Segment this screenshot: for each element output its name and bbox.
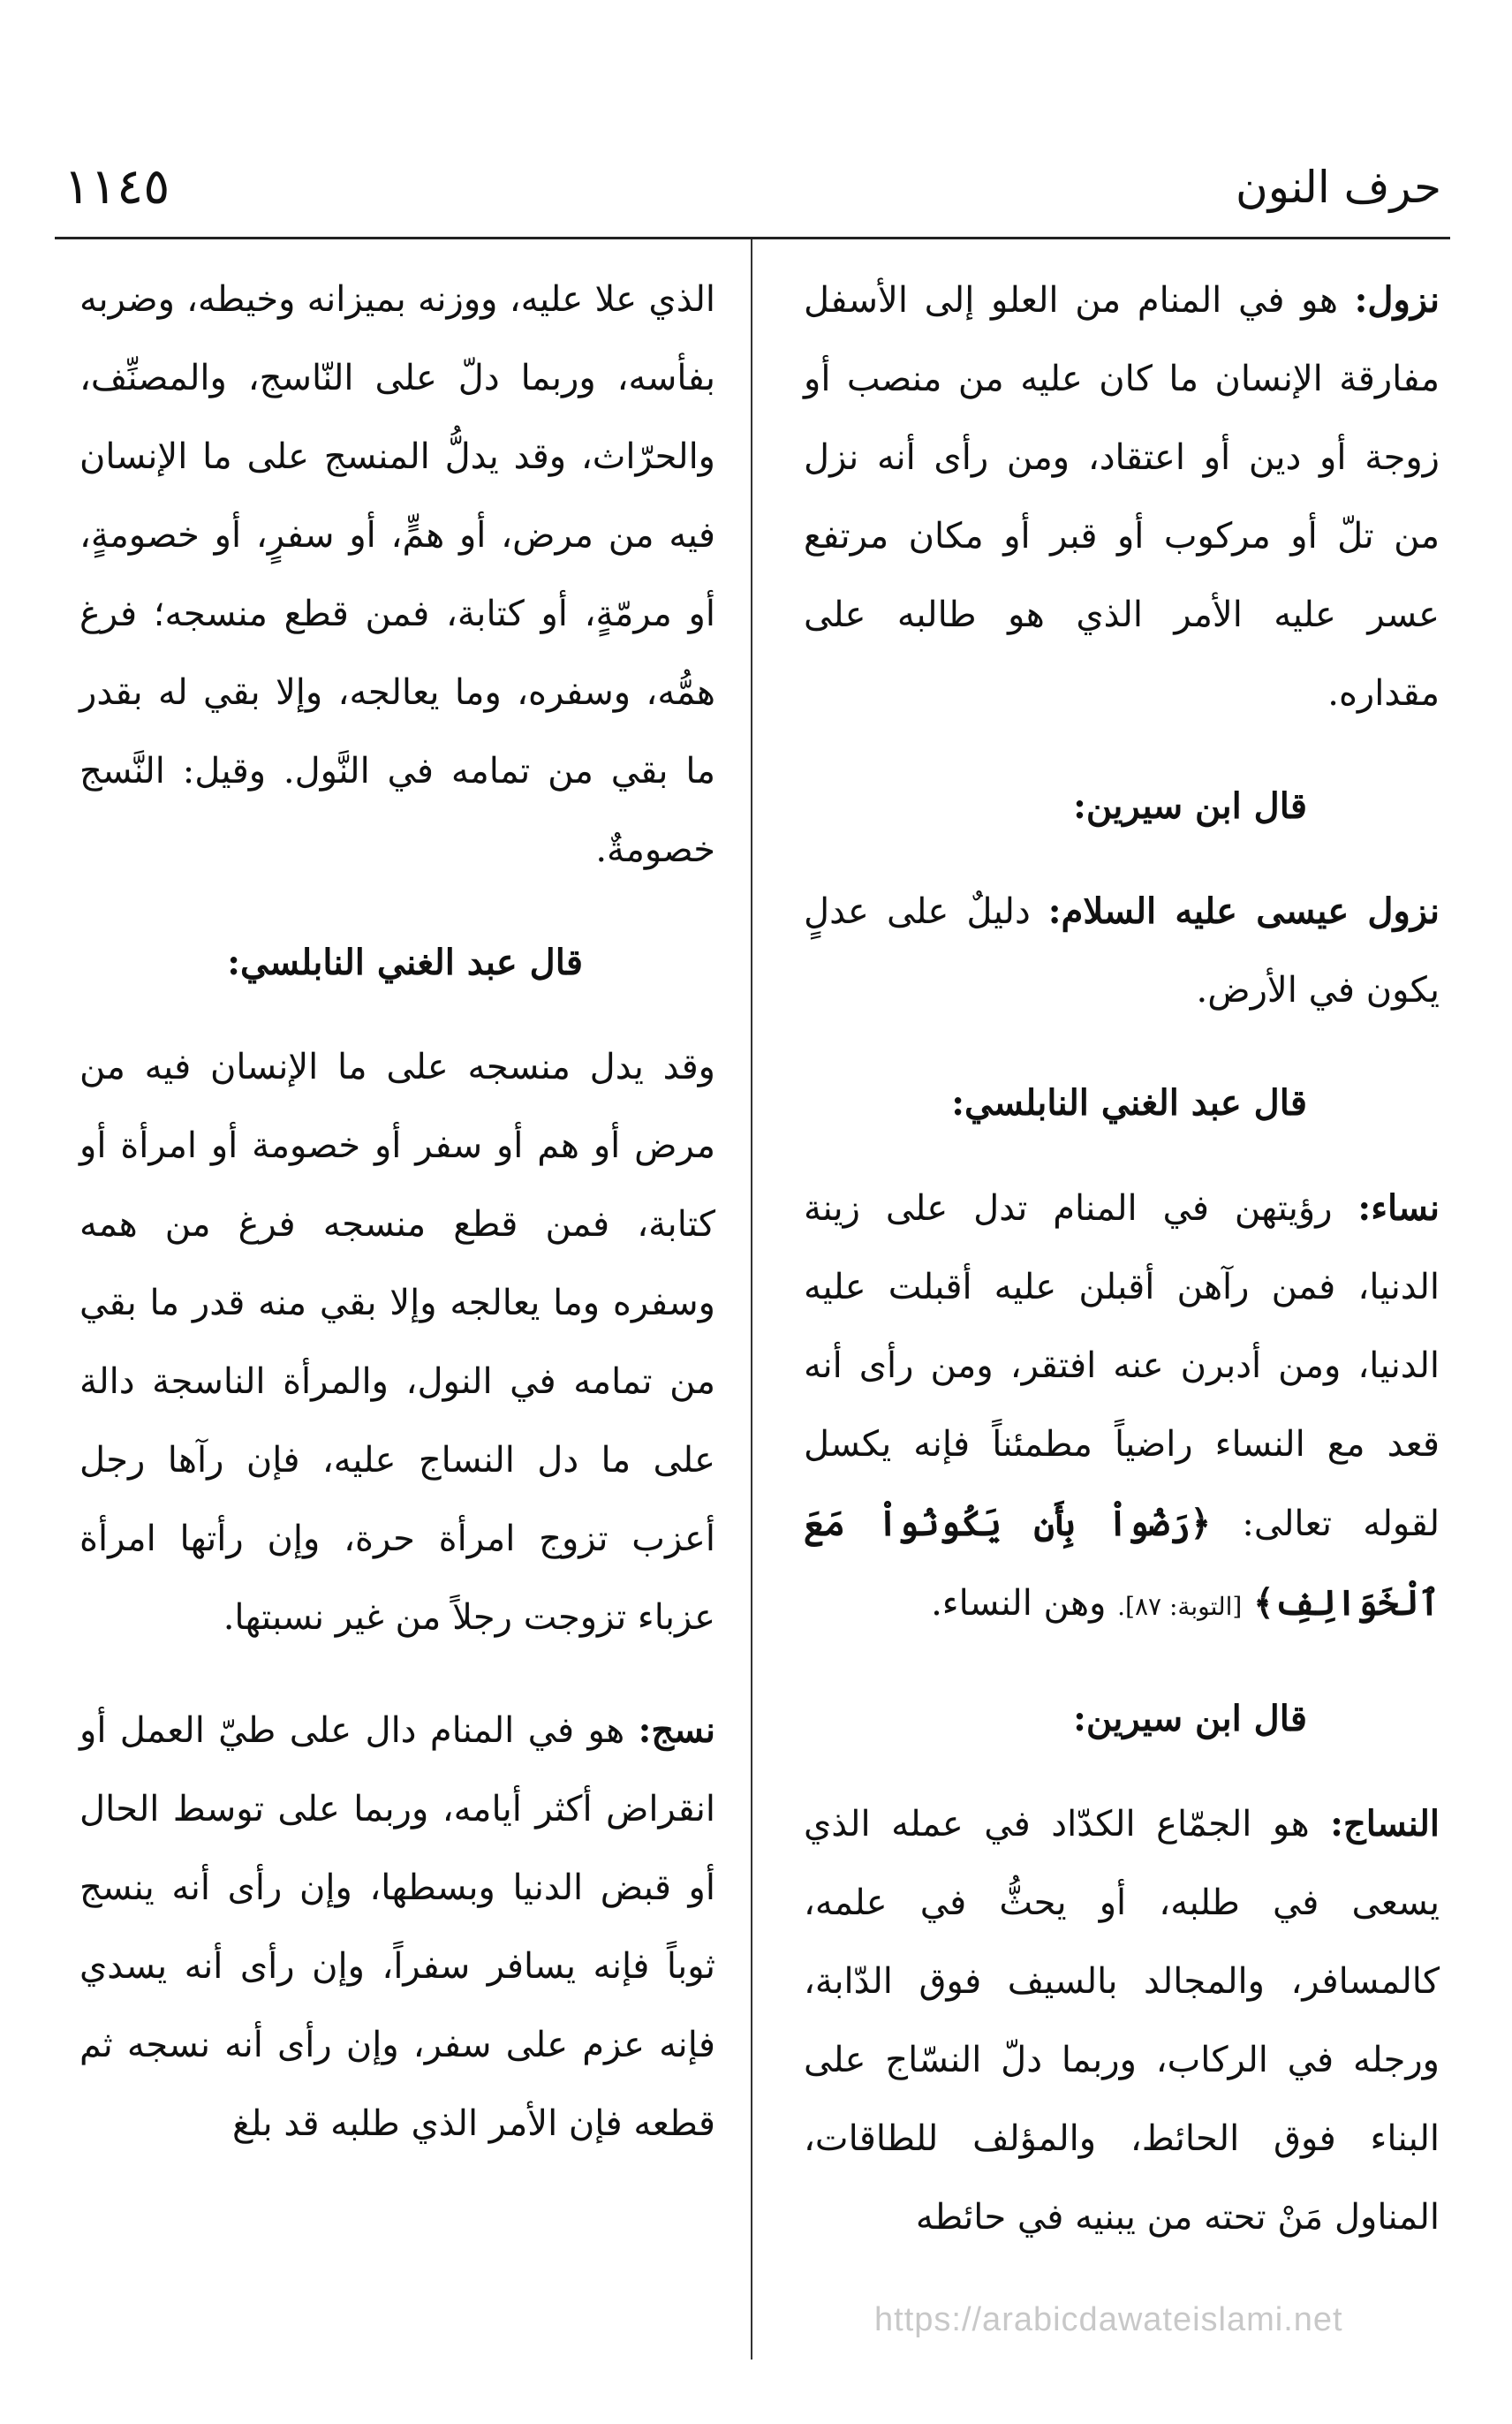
continuation-paragraph: الذي علا عليه، ووزنه بميزانه وخيطه، وضربه بفأسه، وربما دلّ على النّاسج، والمصنِّف، والحرّاث، وقد يدلُّ المنسج على ما الإنسان فيه من مرض، أو همٍّ، أو سفرٍ، أو خصومةٍ، أو مرمّةٍ، أو كتابة، فمن قطع منسجه؛ فرغ همُّه، وسفره، وما يعالجه، وإلا بقي له بقدر ما بقي من تمامه في النَّول. وقيل: النَّسج خصومةٌ. <box>79 279 715 870</box>
entry-text: رؤيتهن في المنام تدل على زينة الدنيا، فمن رآهن أقبلن عليه أقبلت عليه الدنيا، ومن أدبرن عنه افتقر، ومن رأى أنه قعد مع النساء راضياً مطمئناً فإنه يكسل لقوله تعالى: <box>804 1188 1440 1544</box>
entry-term: النساج: <box>1330 1803 1440 1845</box>
entry-term: نزول: <box>1354 279 1440 321</box>
entry-term: نساء: <box>1357 1187 1440 1229</box>
page-number: ١١٤٥ <box>64 158 170 216</box>
running-title: حرف النون <box>1236 162 1441 213</box>
entry-nisa <box>804 1169 1440 1646</box>
page-header <box>64 152 1441 223</box>
entry-text: وهن النساء. <box>931 1583 1118 1624</box>
nabulsi-paragraph: وقد يدل منسجه على ما الإنسان فيه من مرض أو هم أو سفر أو خصومة أو امرأة أو كتابة، فمن قطع منسجه فرغ من همه وسفره وما يعالجه وإلا بقي منه قدر ما بقي من تمامه في النول، والمرأة الناسجة دالة على ما دل النساج عليه، فإن رآها رجل أعزب تزوج امرأة حرة، وإن رأتها امرأة عزباء تزوجت رجلاً من غير نسبتها. <box>79 1047 716 1638</box>
entry-text: هو في المنام دال على طيّ العمل أو انقراض أكثر أيامه، وربما على توسط الحال أو قبض الدنيا وبسطها، وإن رأى أنه ينسج ثوباً فإنه يسافر سفراً، وإن رأى أنه يسدي فإنه عزم على سفر، وإن رأى أنه نسجه ثم قطعه فإن الأمر الذي طلبه قد بلغ <box>79 1710 715 2144</box>
section-heading: قال ابن سيرين: <box>1073 785 1307 827</box>
column-divider <box>751 239 752 2360</box>
entry-term: نزول عيسى عليه السلام: <box>1047 890 1440 932</box>
right-column <box>804 261 1440 2257</box>
section-heading: قال عبد الغني النابلسي: <box>951 1082 1307 1124</box>
entry-text: دليلٌ على عدلٍ يكون في الأرض. <box>804 891 1440 1011</box>
entry-term: نسج: <box>638 1709 715 1751</box>
entry-text: هو الجمّاع الكدّاد في عمله الذي يسعى في طلبه، أو يحثُّ في علمه، كالمسافر، والمجالد بالسيف فوق الدّابة، ورجله في الركاب، وربما دلّ النسّاج على البناء فوق الحائط، والمؤلف للطاقات، المناول مَنْ تحته من يبنيه في حائطه <box>804 1804 1440 2238</box>
entry-nasj <box>79 1691 715 2163</box>
quran-verse: ﴿رَضُواْ بِأَن يَكُونُواْ مَعَ ٱلْخَوَالِفِ﴾ <box>804 1503 1440 1624</box>
left-column <box>79 261 715 2163</box>
entry-nuzul <box>804 261 1440 733</box>
entry-text: هو في المنام من العلو إلى الأسفل مفارقة الإنسان ما كان عليه من منصب أو زوجة أو دين أو اعتقاد، ومن رأى أنه نزل من تلّ أو مركوب أو قبر أو مكان مرتفع عسر عليه الأمر الذي هو طالبه على مقداره. <box>804 280 1440 714</box>
section-heading: قال عبد الغني النابلسي: <box>227 942 583 983</box>
watermark-url: https://arabicdawateislami.net <box>874 2301 1343 2338</box>
verse-reference: [التوبة: ٨٧]. <box>1117 1592 1243 1621</box>
entry-nassaj <box>804 1784 1440 2257</box>
section-heading: قال ابن سيرين: <box>1073 1698 1307 1739</box>
header-rule <box>55 237 1450 239</box>
entry-isa <box>804 872 1440 1030</box>
